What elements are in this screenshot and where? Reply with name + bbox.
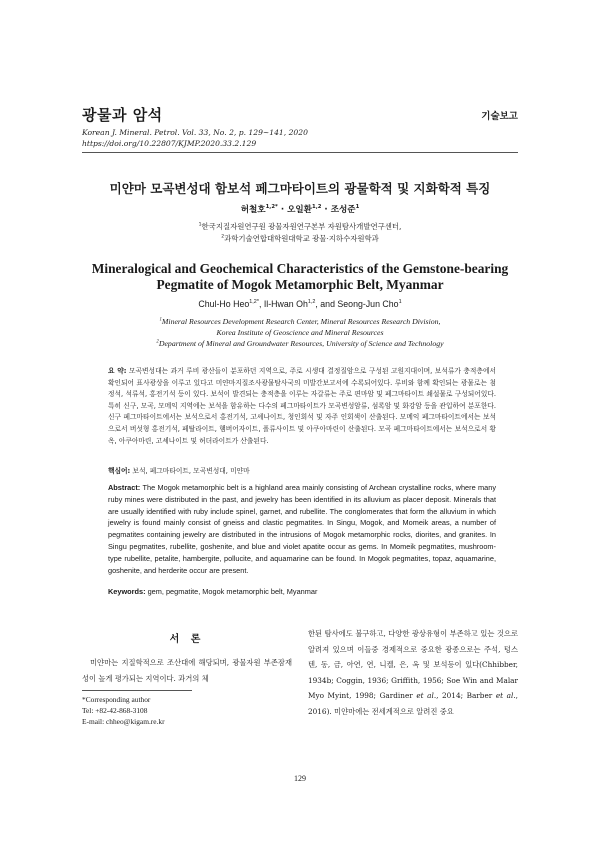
author-sup: 1,2: [311, 204, 322, 211]
affiliation-sup: 1: [198, 222, 202, 228]
author-sup: 1: [398, 299, 402, 306]
citation-block: [82, 127, 308, 149]
korean-authors: [0, 203, 600, 215]
korean-keywords-label: 핵심어:: [108, 467, 131, 475]
english-keywords-label: Keywords:: [108, 587, 146, 596]
affiliation-text: 과학기술연합대학원대학교 광물·지하수자원학과: [224, 234, 379, 243]
footnote: [82, 694, 165, 728]
author-sup: 1,2*: [265, 204, 278, 211]
korean-keywords-text: 보석, 페그마타이트, 모곡변성대, 미얀마: [132, 467, 250, 475]
korean-title: 미얀마 모곡변성대 함보석 페그마타이트의 광물학적 및 지화학적 특징: [109, 181, 491, 196]
body-text-segment: 한된 탐사에도 불구하고, 다양한 광상유형이 부존하고 있는 것으로 알려져 있으며 이들중 경제적으로 중요한 광종으로는 주석, 텅스텐, 동, 금, 아연, 연, 니켈, 은, 옥 및 보석등이 있다(Chhibber, 1934b; Coggin, 1936; Griffith, 1956; Soe Win and Malar Myo Myint, 1998; Gardiner: [308, 629, 518, 700]
et-al: et al: [416, 691, 434, 700]
affiliation-text: 한국지질자원연구원 광물자원연구본부 자원탐사개발연구센터,: [201, 222, 402, 231]
footnote-rule: [82, 690, 192, 691]
author-name: Chul-Ho Heo: [198, 299, 250, 309]
author-separator: ·: [277, 205, 288, 215]
affiliation-line: [0, 221, 600, 233]
english-keywords-text: gem, pegmatite, Mogok metamorphic belt, Myanmar: [147, 587, 318, 596]
affiliation-text: Department of Mineral and Groundwater Resources, University of Science and Technology: [158, 339, 444, 348]
document-type: 기술보고: [481, 111, 518, 122]
english-abstract: [108, 482, 496, 576]
affiliation-sup: 1: [159, 317, 162, 323]
body-text-segment: ., 2016). 미얀마에는 전세계적으로 알려진 중요: [308, 691, 518, 716]
footnote-tel: Tel: +82-42-868-3108: [82, 706, 148, 716]
body-text-right: [308, 626, 518, 719]
author-separator: ,: [258, 299, 264, 309]
korean-abstract-label: 요 약:: [108, 367, 127, 375]
english-title-line: Pegmatite of Mogok Metamorphic Belt, Myanmar: [156, 277, 444, 292]
korean-abstract: [108, 366, 496, 447]
english-keywords: [108, 587, 496, 596]
author-sup: 1,2: [307, 299, 316, 306]
et-al: et al: [495, 691, 514, 700]
english-title-line: Mineralogical and Geochemical Characteristics of the Gemstone-bearing: [91, 261, 509, 276]
citation: Korean J. Mineral. Petrol. Vol. 33, No. 2, p. 129~141, 2020: [82, 128, 308, 137]
body-text-left: 미얀마는 지질학적으로 조산대에 해당되며, 광물자원 부존잠재성이 높게 평가되는 지역이다. 과거의 체: [82, 658, 292, 683]
doi-link[interactable]: https://doi.org/10.22807/KJMP.2020.33.2.129: [82, 139, 257, 148]
body-text-segment: ., 2014; Barber: [433, 691, 496, 700]
english-abstract-label: Abstract:: [108, 483, 141, 492]
author-sup: 1: [355, 204, 360, 211]
affiliation-line: [0, 327, 600, 338]
author-name: 오일환: [287, 205, 312, 215]
author-separator: , and: [315, 299, 338, 309]
author-separator: ·: [321, 205, 331, 215]
author-name: Il-Hwan Oh: [263, 299, 308, 309]
author-name: 허철호: [240, 205, 266, 215]
footnote-corresponding: *Corresponding author: [82, 695, 151, 704]
page-number: 129: [294, 774, 306, 783]
english-abstract-text: The Mogok metamorphic belt is a highland area mainly consisting of Archean crystalline rocks, where many ruby mines were distributed in the past, and jewelry has been identified in its alluvium as placer deposit. Minerals that are usually identified with ruby include spinel, garnet, and rubellite. The conglomerates that form the alluvium in which jewelry is found mainly consist of gneiss and clastic pegmatites. In Singu, Mogok, and Momeik areas, a number of pegmatites containing jewelry are distributed in the intrusions of Mogok metamorphic rocks, diorites, and granites. In Singu pegmatites, rubellite, goshenite, and blue and violet apatite occur as gems. In Momeik pegmatites, mushroom-type rubellite, petalite, hambergite, pollucite, and aquamarine can be found. In Mogok pegmatites, topaz, aquamarine, goshenite, and herderite occur are present.: [108, 483, 496, 575]
author-name: Seong-Jun Cho: [337, 299, 399, 309]
section-title: 서 론: [169, 634, 205, 645]
footnote-email[interactable]: E-mail: chheo@kigam.re.kr: [82, 717, 165, 727]
author-sup: 1,2*: [249, 299, 259, 306]
english-affiliations: [0, 316, 600, 349]
header-rule: [82, 152, 518, 153]
korean-affiliations: [0, 221, 600, 245]
korean-keywords: [108, 465, 496, 475]
korean-abstract-text: 모곡변성대는 과거 루비 광산들이 분포하던 지역으로, 주로 시생대 결정질암으로 구성된 고원지대이며, 보석류가 충적층에서 확인되어 표사광상을 이루고 있다고 미얀마지질조사광물탐사국의 미발간보고서에 수록되어있다. 루비와 함께 확인되는 광물로는 첨정석, 석류석, 홍전기석 등이 있다. 보석이 발견되는 충적층을 이루는 자갈류는 주로 편마암 및 페그마타이트 쇄설물로 구성되어있다. 특히 신구, 모곡, 모메익 지역에는 보석을 함유하는 다수의 페그마타이트가 모곡변성암류, 섬록암 및 화강암 등을 관입하여 분포한다. 신구 페그마타이트에서는 보석으로서 홍전기석, 고셰나이트, 청인회석 및 자주 인회색이 산출된다. 모메익 페그마타이트에서는 보석으로서 버섯형 홍전기석, 페탈라이트, 햄버어자이트, 폴류사이트 및 아쿠아마린이 산출된다. 모곡 페그마타이트에서는 보석으로서 황옥, 아쿠아마린, 고셰나이트 및 허더라이트가 산출된다.: [108, 367, 496, 445]
journal-title: 광물과 암석: [82, 106, 163, 124]
affiliation-text: Korea Institute of Geoscience and Mineral Resources: [216, 328, 384, 337]
affiliation-text: Mineral Resources Development Research Center, Mineral Resources Research Division,: [161, 317, 441, 326]
affiliation-line: [0, 316, 600, 327]
affiliation-sup: 2: [156, 339, 159, 345]
affiliation-line: [0, 338, 600, 349]
author-name: 조성준: [330, 205, 356, 215]
english-title: [0, 261, 600, 293]
affiliation-sup: 2: [221, 234, 225, 240]
english-authors: [0, 299, 600, 309]
affiliation-line: [0, 233, 600, 245]
